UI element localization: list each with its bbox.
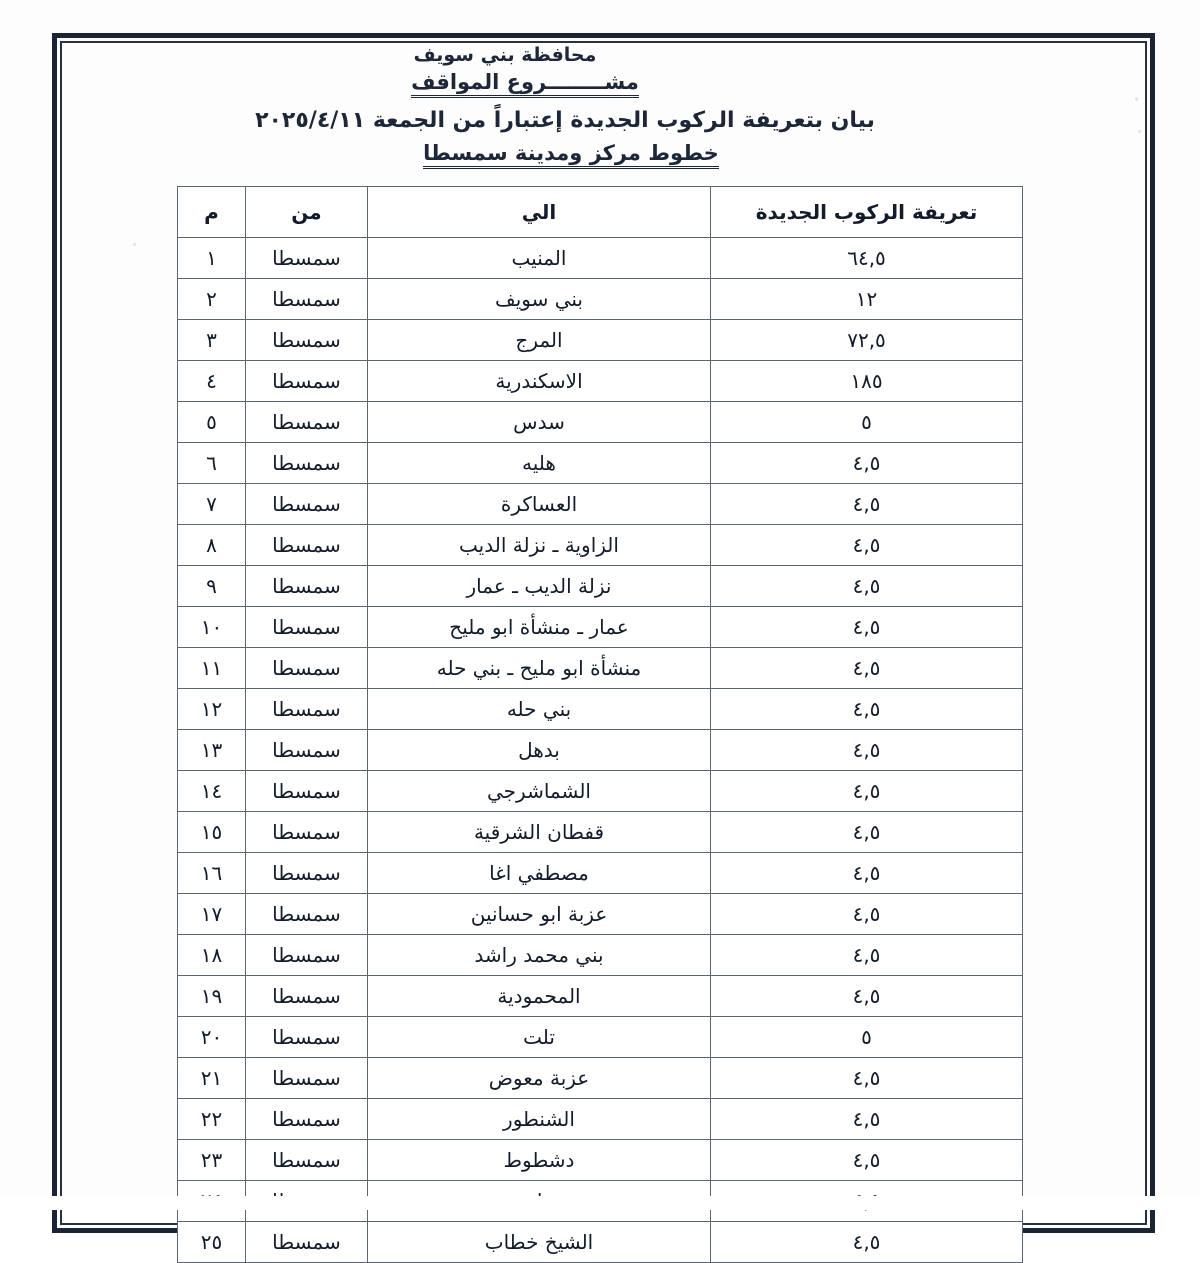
- cell-origin: سمسطا: [246, 771, 368, 812]
- cell-destination: مصطفي اغا: [368, 853, 711, 894]
- cell-fare: ٤,٥: [711, 1099, 1023, 1140]
- table-row: [178, 853, 1023, 894]
- table-row: [178, 935, 1023, 976]
- cell-index: ٢٥: [178, 1222, 246, 1263]
- cell-origin: سمسطا: [246, 894, 368, 935]
- cell-origin: سمسطا: [246, 853, 368, 894]
- cell-index: ٧: [178, 484, 246, 525]
- table-row: [178, 1058, 1023, 1099]
- document-header: [60, 44, 1140, 169]
- cell-index: ١١: [178, 648, 246, 689]
- table-row: [178, 771, 1023, 812]
- cell-fare: ٤,٥: [711, 771, 1023, 812]
- table-body: [178, 238, 1023, 1263]
- cell-fare: ٤,٥: [711, 1058, 1023, 1099]
- cell-destination: هليه: [368, 443, 711, 484]
- table-row: [178, 1099, 1023, 1140]
- column-header-no: م: [178, 187, 246, 238]
- cell-origin: سمسطا: [246, 320, 368, 361]
- table-row: [178, 443, 1023, 484]
- cell-fare: ٥: [711, 1017, 1023, 1058]
- lines-scope-row: [60, 141, 1140, 169]
- cell-fare: ٤,٥: [711, 443, 1023, 484]
- cell-origin: سمسطا: [246, 525, 368, 566]
- table-row: [178, 730, 1023, 771]
- cell-fare: ٤,٥: [711, 1140, 1023, 1181]
- cell-fare: ٤,٥: [711, 853, 1023, 894]
- cell-index: ٤: [178, 361, 246, 402]
- cell-origin: سمسطا: [246, 443, 368, 484]
- cell-origin: سمسطا: [246, 1140, 368, 1181]
- project-title-row: [60, 70, 1140, 98]
- cell-index: ١٤: [178, 771, 246, 812]
- project-title: مشــــــــروع المواقف: [411, 70, 639, 98]
- cell-destination: قفطان الشرقية: [368, 812, 711, 853]
- cell-origin: سمسطا: [246, 361, 368, 402]
- cell-index: ١٣: [178, 730, 246, 771]
- cell-index: ١٦: [178, 853, 246, 894]
- fare-table-container: [178, 186, 1023, 1263]
- cell-index: ١٧: [178, 894, 246, 935]
- cell-destination: نزلة الديب ـ عمار: [368, 566, 711, 607]
- page-bottom-crop: [0, 1196, 1200, 1210]
- cell-origin: سمسطا: [246, 279, 368, 320]
- cell-origin: سمسطا: [246, 566, 368, 607]
- cell-index: ١٠: [178, 607, 246, 648]
- column-header-from: من: [246, 187, 368, 238]
- cell-destination: المنيب: [368, 238, 711, 279]
- cell-destination: الشيخ خطاب: [368, 1222, 711, 1263]
- cell-fare: ٤,٥: [711, 730, 1023, 771]
- cell-destination: عزبة ابو حسانين: [368, 894, 711, 935]
- cell-origin: سمسطا: [246, 484, 368, 525]
- cell-destination: بني سويف: [368, 279, 711, 320]
- cell-index: ٢٠: [178, 1017, 246, 1058]
- cell-destination: الشماشرجي: [368, 771, 711, 812]
- cell-origin: سمسطا: [246, 238, 368, 279]
- table-row: [178, 607, 1023, 648]
- table-row: [178, 976, 1023, 1017]
- cell-origin: سمسطا: [246, 648, 368, 689]
- cell-destination: منشأة ابو مليح ـ بني حله: [368, 648, 711, 689]
- cell-origin: سمسطا: [246, 1222, 368, 1263]
- cell-index: ٢٢: [178, 1099, 246, 1140]
- table-row: [178, 320, 1023, 361]
- scan-speckle: [133, 243, 136, 246]
- lines-scope-title: خطوط مركز ومدينة سمسطا: [423, 141, 719, 169]
- cell-destination: المرج: [368, 320, 711, 361]
- table-row: [178, 402, 1023, 443]
- table-row: [178, 648, 1023, 689]
- table-row: [178, 361, 1023, 402]
- cell-destination: بني محمد راشد: [368, 935, 711, 976]
- table-row: [178, 1017, 1023, 1058]
- table-header: [178, 187, 1023, 238]
- table-header-row: [178, 187, 1023, 238]
- cell-origin: سمسطا: [246, 730, 368, 771]
- cell-index: ٢١: [178, 1058, 246, 1099]
- cell-origin: سمسطا: [246, 935, 368, 976]
- cell-fare: ٤,٥: [711, 976, 1023, 1017]
- cell-fare: ٤,٥: [711, 607, 1023, 648]
- statement-title: بيان بتعريفة الركوب الجديدة إعتباراً من الجمعة ٢٠٢٥/٤/١١: [255, 108, 875, 133]
- cell-index: ١٩: [178, 976, 246, 1017]
- cell-origin: سمسطا: [246, 1099, 368, 1140]
- cell-fare: ٥: [711, 402, 1023, 443]
- cell-index: ٦: [178, 443, 246, 484]
- cell-fare: ١٨٥: [711, 361, 1023, 402]
- table-row: [178, 689, 1023, 730]
- cell-destination: بدهل: [368, 730, 711, 771]
- table-row: [178, 1222, 1023, 1263]
- table-row: [178, 279, 1023, 320]
- cell-origin: سمسطا: [246, 976, 368, 1017]
- cell-origin: سمسطا: [246, 607, 368, 648]
- cell-index: ٣: [178, 320, 246, 361]
- cell-index: ٨: [178, 525, 246, 566]
- cell-fare: ٤,٥: [711, 812, 1023, 853]
- cell-destination: عمار ـ منشأة ابو مليح: [368, 607, 711, 648]
- cell-fare: ٤,٥: [711, 1222, 1023, 1263]
- cell-fare: ١٢: [711, 279, 1023, 320]
- table-row: [178, 894, 1023, 935]
- cell-index: ١٢: [178, 689, 246, 730]
- cell-index: ٢: [178, 279, 246, 320]
- column-header-fare: تعريفة الركوب الجديدة: [711, 187, 1023, 238]
- cell-fare: ٤,٥: [711, 935, 1023, 976]
- cell-destination: بني حله: [368, 689, 711, 730]
- cell-index: ١: [178, 238, 246, 279]
- cell-fare: ٤,٥: [711, 566, 1023, 607]
- cell-fare: ٤,٥: [711, 689, 1023, 730]
- cell-fare: ٦٤,٥: [711, 238, 1023, 279]
- column-header-to: الي: [368, 187, 711, 238]
- cell-destination: الشنطور: [368, 1099, 711, 1140]
- cell-index: ١٥: [178, 812, 246, 853]
- cell-fare: ٤,٥: [711, 648, 1023, 689]
- cell-index: ٢٣: [178, 1140, 246, 1181]
- cell-destination: الاسكندرية: [368, 361, 711, 402]
- cell-index: ١٨: [178, 935, 246, 976]
- table-row: [178, 1140, 1023, 1181]
- cell-destination: دشطوط: [368, 1140, 711, 1181]
- table-row: [178, 238, 1023, 279]
- cell-origin: سمسطا: [246, 1017, 368, 1058]
- fare-table: [177, 186, 1023, 1263]
- cell-destination: الزاوية ـ نزلة الديب: [368, 525, 711, 566]
- cell-origin: سمسطا: [246, 402, 368, 443]
- cell-index: ٩: [178, 566, 246, 607]
- cell-destination: تلت: [368, 1017, 711, 1058]
- cell-fare: ٤,٥: [711, 525, 1023, 566]
- table-row: [178, 566, 1023, 607]
- table-row: [178, 812, 1023, 853]
- cell-fare: ٤,٥: [711, 894, 1023, 935]
- cell-destination: سدس: [368, 402, 711, 443]
- cell-fare: ٧٢,٥: [711, 320, 1023, 361]
- cell-destination: العساكرة: [368, 484, 711, 525]
- cell-destination: المحمودية: [368, 976, 711, 1017]
- table-row: [178, 484, 1023, 525]
- cell-destination: عزبة معوض: [368, 1058, 711, 1099]
- cell-fare: ٤,٥: [711, 484, 1023, 525]
- cell-origin: سمسطا: [246, 689, 368, 730]
- cell-origin: سمسطا: [246, 812, 368, 853]
- governorate-title: محافظة بني سويف: [413, 44, 597, 66]
- cell-index: ٥: [178, 402, 246, 443]
- cell-origin: سمسطا: [246, 1058, 368, 1099]
- table-row: [178, 525, 1023, 566]
